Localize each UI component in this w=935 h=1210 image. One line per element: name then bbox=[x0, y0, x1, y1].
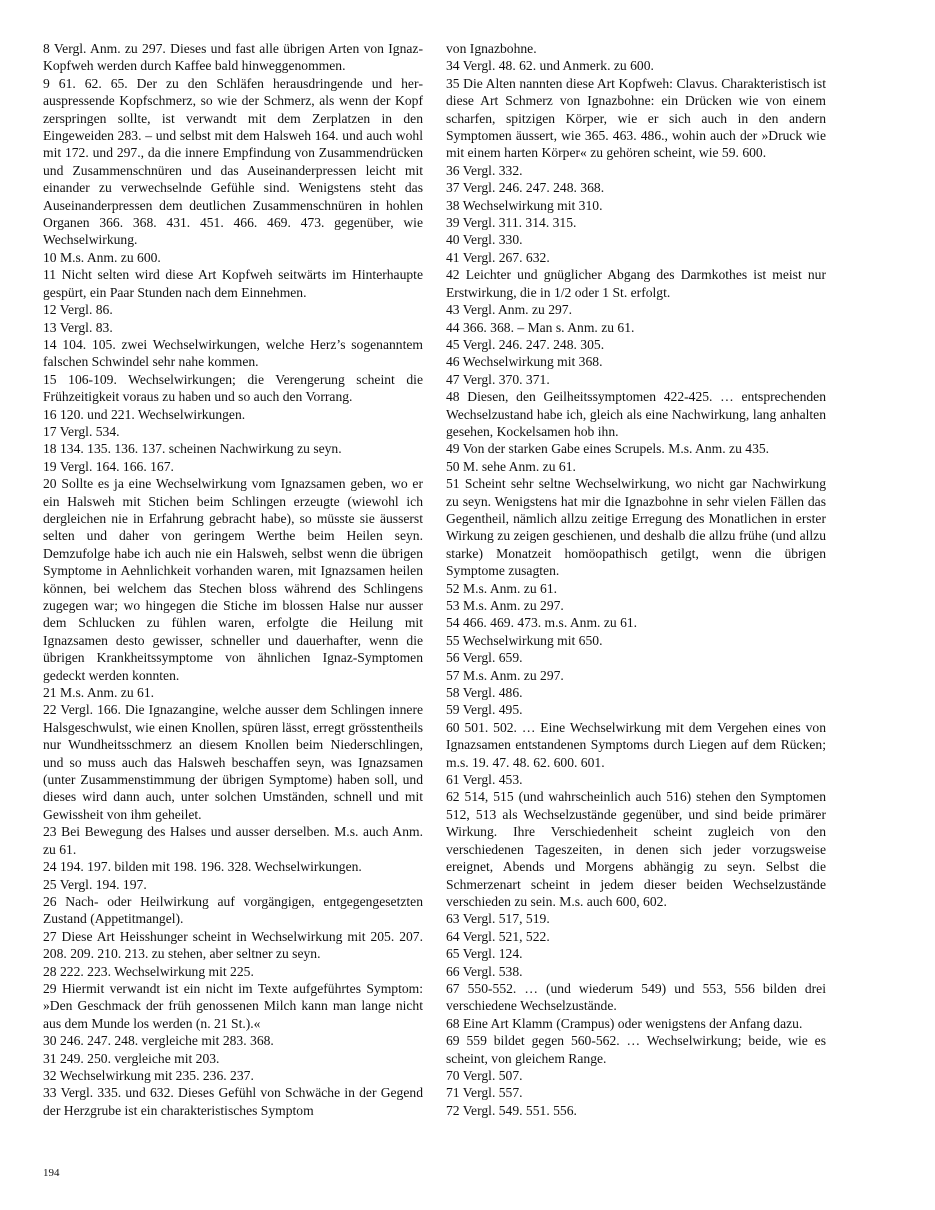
footnote-entry: 39 Vergl. 311. 314. 315. bbox=[446, 215, 577, 231]
footnote-entry: 23 Bei Bewegung des Halses und ausser derselben. M.s. auch Anm. zu 61. bbox=[43, 824, 423, 857]
footnote-entry: 30 246. 247. 248. vergleiche mit 283. 368. bbox=[43, 1033, 274, 1049]
footnote-entry: 58 Vergl. 486. bbox=[446, 685, 523, 701]
footnote-entry: 35 Die Alten nannten diese Art Kopfweh: Clavus. Charakteristisch ist diese Art Schmerz von Ignazbohne: ein Drücken wie von einem scharfen, spitzigen Körper, wie er sich auch in den andern Symptomen äussert, wie 365. 463. 486., wohin auch der »Druck wie mit einem harten Körper« zu gehören scheint, wie 59. 600. bbox=[446, 75, 826, 161]
footnote-entry: 66 Vergl. 538. bbox=[446, 963, 523, 979]
footnote-entry: 48 Diesen, den Geilheitssymptomen 422-425. … entsprechenden Wechselzustand habe ich, gleich als eine Nachwirkung, lang anhalten gesehen, Kockelsamen hob ihn. bbox=[446, 389, 826, 439]
footnote-entry: 56 Vergl. 659. bbox=[446, 650, 523, 666]
footnote-entry: 11 Nicht selten wird diese Art Kopfweh seitwärts im Hinterhaupte gespürt, ein Paar Stunden nach dem Einnehmen. bbox=[43, 267, 423, 300]
footnote-entry: 46 Wechselwirkung mit 368. bbox=[446, 354, 603, 370]
footnote-entry: 49 Von der starken Gabe eines Scrupels. M.s. Anm. zu 435. bbox=[446, 441, 770, 457]
footnote-entry: 40 Vergl. 330. bbox=[446, 232, 523, 248]
footnote-entry: 18 134. 135. 136. 137. scheinen Nachwirkung zu seyn. bbox=[43, 441, 342, 457]
footnote-entry: 19 Vergl. 164. 166. 167. bbox=[43, 458, 174, 474]
footnote-entry: 36 Vergl. 332. bbox=[446, 162, 523, 178]
footnote-entry: 14 104. 105. zwei Wechselwirkungen, welche Herz’s sogenanntem falschen Schwindel sehr nahe kommen. bbox=[43, 336, 423, 370]
footnote-entry: 65 Vergl. 124. bbox=[446, 946, 523, 962]
footnote-entry: 69 559 bildet gegen 560-562. … Wechselwirkung; beide, wie es scheint, von gleichem Range. bbox=[446, 1033, 826, 1066]
footnote-entry: 15 106-109. Wechselwirkungen; die Verengerung scheint die Frühzeitigkeit voraus zu haben und so auch den Vorrang. bbox=[43, 371, 423, 405]
page-number: 194 bbox=[43, 1167, 60, 1179]
footnote-entry: 37 Vergl. 246. 247. 248. 368. bbox=[446, 180, 605, 196]
footnote-entry: 27 Diese Art Heisshunger scheint in Wechselwirkung mit 205. 207. 208. 209. 210. 213. zu stehen, aber seltner zu seyn. bbox=[43, 928, 423, 962]
footnote-entry: 38 Wechselwirkung mit 310. bbox=[446, 197, 603, 213]
footnote-entry: 70 Vergl. 507. bbox=[446, 1067, 523, 1083]
footnote-entry: 20 Sollte es ja eine Wechselwirkung vom Ignazsamen geben, wo er ein Halsweh mit Stichen beim Schlingen erzeugte (wiewohl ich dergleichen nie in Erfahrung gebracht habe), so müsste sie äusserst selten und daher von geringem Werthe beim Heilen seyn. Demzufolge habe ich auch nie ein Halsweh, selbst wenn die übrigen Symptome in Aehnlichkeit vorhanden waren, mit Ignazsamen heilen können, bei welchem das Stechen bloss während des Schlingens zugegen war; wo hingegen die Stiche im blossen Halse nur ausser dem Schlucken zu fühlen waren, erfolgte die Heilung mit Ignazsamen desto gewisser, schneller und dauerhafter, wenn die übrigen Krankheitssymptome von ähnlichen Ignaz-Symptomen gedeckt werden konnten. bbox=[43, 476, 423, 683]
footnote-entry: von Ignazbohne. bbox=[446, 41, 537, 56]
footnote-entry: 33 Vergl. 335. und 632. Dieses Gefühl von Schwäche in der Gegend der Herzgrube ist ein charakteristisches Symptom bbox=[43, 1085, 423, 1118]
footnote-entry: 44 366. 368. – Man s. Anm. zu 61. bbox=[446, 319, 635, 335]
footnote-entry: 59 Vergl. 495. bbox=[446, 702, 523, 718]
footnote-entry: 55 Wechselwirkung mit 650. bbox=[446, 632, 603, 648]
footnotes-right-column bbox=[446, 40, 826, 1119]
footnote-entry: 34 Vergl. 48. 62. und Anmerk. zu 600. bbox=[446, 58, 654, 74]
footnote-entry: 24 194. 197. bilden mit 198. 196. 328. Wechselwirkungen. bbox=[43, 859, 362, 875]
footnote-entry: 31 249. 250. vergleiche mit 203. bbox=[43, 1050, 220, 1066]
footnote-entry: 51 Scheint sehr seltne Wechselwirkung, wo nicht gar Nachwirkung zu seyn. Wenigstens hat mir die Ignazbohne in sehr vielen Fällen das Gegentheil, nämlich allzu zeitige Erregung des Monatlichen in erster Wirkung zu zeigen geschienen, und deshalb die allzu frühe (und allzu starke) Monatzeit homöopathisch getilgt, wenn die übrigen Symptome zusagten. bbox=[446, 476, 826, 579]
footnote-entry: 60 501. 502. … Eine Wechselwirkung mit dem Vergehen eines von Ignazsamen entstandenen Symptoms durch Liegen auf dem Rücken; m.s. 19. 47. 48. 62. 600. 601. bbox=[446, 719, 826, 770]
footnote-entry: 8 Vergl. Anm. zu 297. Dieses und fast alle übrigen Arten von Ignaz-Kopfweh werden durch Kaffee bald hinweggenommen. bbox=[43, 41, 423, 74]
footnote-entry: 13 Vergl. 83. bbox=[43, 319, 113, 335]
footnote-entry: 43 Vergl. Anm. zu 297. bbox=[446, 302, 572, 318]
footnote-entry: 26 Nach- oder Heilwirkung auf vorgängigen, entgegengesetzten Zustand (Appetitmangel). bbox=[43, 893, 423, 927]
footnotes-left-column bbox=[43, 40, 423, 1119]
footnote-entry: 68 Eine Art Klamm (Crampus) oder wenigstens der Anfang dazu. bbox=[446, 1015, 803, 1031]
footnote-entry: 53 M.s. Anm. zu 297. bbox=[446, 598, 564, 613]
footnote-entry: 25 Vergl. 194. 197. bbox=[43, 876, 147, 892]
footnote-entry: 29 Hiermit verwandt ist ein nicht im Texte aufgeführtes Symptom: »Den Geschmack der früh genossenen Milch kann man lange nicht aus dem Munde los werden (n. 21 St.).« bbox=[43, 980, 423, 1031]
footnote-entry: 47 Vergl. 370. 371. bbox=[446, 371, 550, 387]
footnote-entry: 52 M.s. Anm. zu 61. bbox=[446, 580, 558, 596]
footnote-entry: 42 Leichter und gnüglicher Abgang des Darmkothes ist meist nur Erstwirkung, die in 1/2 oder 1 St. erfolgt. bbox=[446, 267, 826, 300]
footnote-entry: 17 Vergl. 534. bbox=[43, 423, 120, 439]
footnote-entry: 64 Vergl. 521, 522. bbox=[446, 928, 550, 944]
footnote-entry: 63 Vergl. 517, 519. bbox=[446, 911, 550, 927]
footnote-entry: 28 222. 223. Wechselwirkung mit 225. bbox=[43, 963, 254, 979]
footnote-entry: 50 M. sehe Anm. zu 61. bbox=[446, 458, 576, 474]
footnote-entry: 54 466. 469. 473. m.s. Anm. zu 61. bbox=[446, 615, 638, 631]
footnote-entry: 32 Wechselwirkung mit 235. 236. 237. bbox=[43, 1067, 254, 1083]
footnote-entry: 72 Vergl. 549. 551. 556. bbox=[446, 1102, 577, 1118]
footnote-entry: 61 Vergl. 453. bbox=[446, 772, 523, 788]
footnote-entry: 57 M.s. Anm. zu 297. bbox=[446, 667, 564, 683]
footnote-entry: 62 514, 515 (und wahrscheinlich auch 516) stehen den Symptomen 512, 513 als Wechselzustände gegenüber, und sind beide primärer Wirkung. Ihre Verschiedenheit scheint zugleich von den verschiedenen Tageszeiten, in denen sich jeder vorzugsweise ereignet, Abends und Morgens abhängig zu seyn. Selbst die Schmerzenart scheint in jedem dieser beiden Wechselzustände verschieden zu sein. M.s. auch 600, 602. bbox=[446, 789, 826, 909]
footnote-entry: 16 120. und 221. Wechselwirkungen. bbox=[43, 406, 246, 422]
footnote-entry: 21 M.s. Anm. zu 61. bbox=[43, 685, 155, 701]
footnote-entry: 22 Vergl. 166. Die Ignazangine, welche ausser dem Schlingen innere Halsgeschwulst, wie einen Knollen, spüren lässt, erregt grösstentheils nur Wundheitsschmerz an diesem Knollen beim Niederschlingen, und so muss auch das Halsweh beschaffen seyn, was Ignazsamen (unter Zusammenstimmung der übrigen Symptome) haben soll, und dieses wird dann auch, unter solchen Umständen, schnell und mit Gewissheit von ihm geheilet. bbox=[43, 702, 423, 822]
footnote-entry: 67 550-552. … (und wiederum 549) und 553, 556 bilden drei verschiedene Wechselzustände. bbox=[446, 980, 826, 1014]
footnote-entry: 10 M.s. Anm. zu 600. bbox=[43, 249, 161, 265]
footnote-entry: 71 Vergl. 557. bbox=[446, 1085, 523, 1101]
footnote-entry: 41 Vergl. 267. 632. bbox=[446, 249, 550, 265]
footnote-entry: 45 Vergl. 246. 247. 248. 305. bbox=[446, 336, 605, 352]
footnote-entry: 12 Vergl. 86. bbox=[43, 302, 113, 318]
footnote-entry: 9 61. 62. 65. Der zu den Schläfen herausdringende und herauspressende Kopfschmerz, so wie der Schmerz, als wenn der Kopf zerspringen sollte, ist verwandt mit dem Zerplatzen in den Eingeweiden 283. – und selbst mit dem Halsweh 164. und auch wohl mit 172. und 297., da die innere Empfindung von Zusammendrücken und Zusammenschnüren und das Auseinanderpressen leicht mit einander zu verwechselnde Gefühle sind. Wenigstens steht das Auseinanderpressen dem deutlichen Zusammenschnüren in hohlen Organen 366. 368. 431. 451. 466. 469. 473. gegenüber, wie Wechselwirkung. bbox=[43, 75, 423, 248]
